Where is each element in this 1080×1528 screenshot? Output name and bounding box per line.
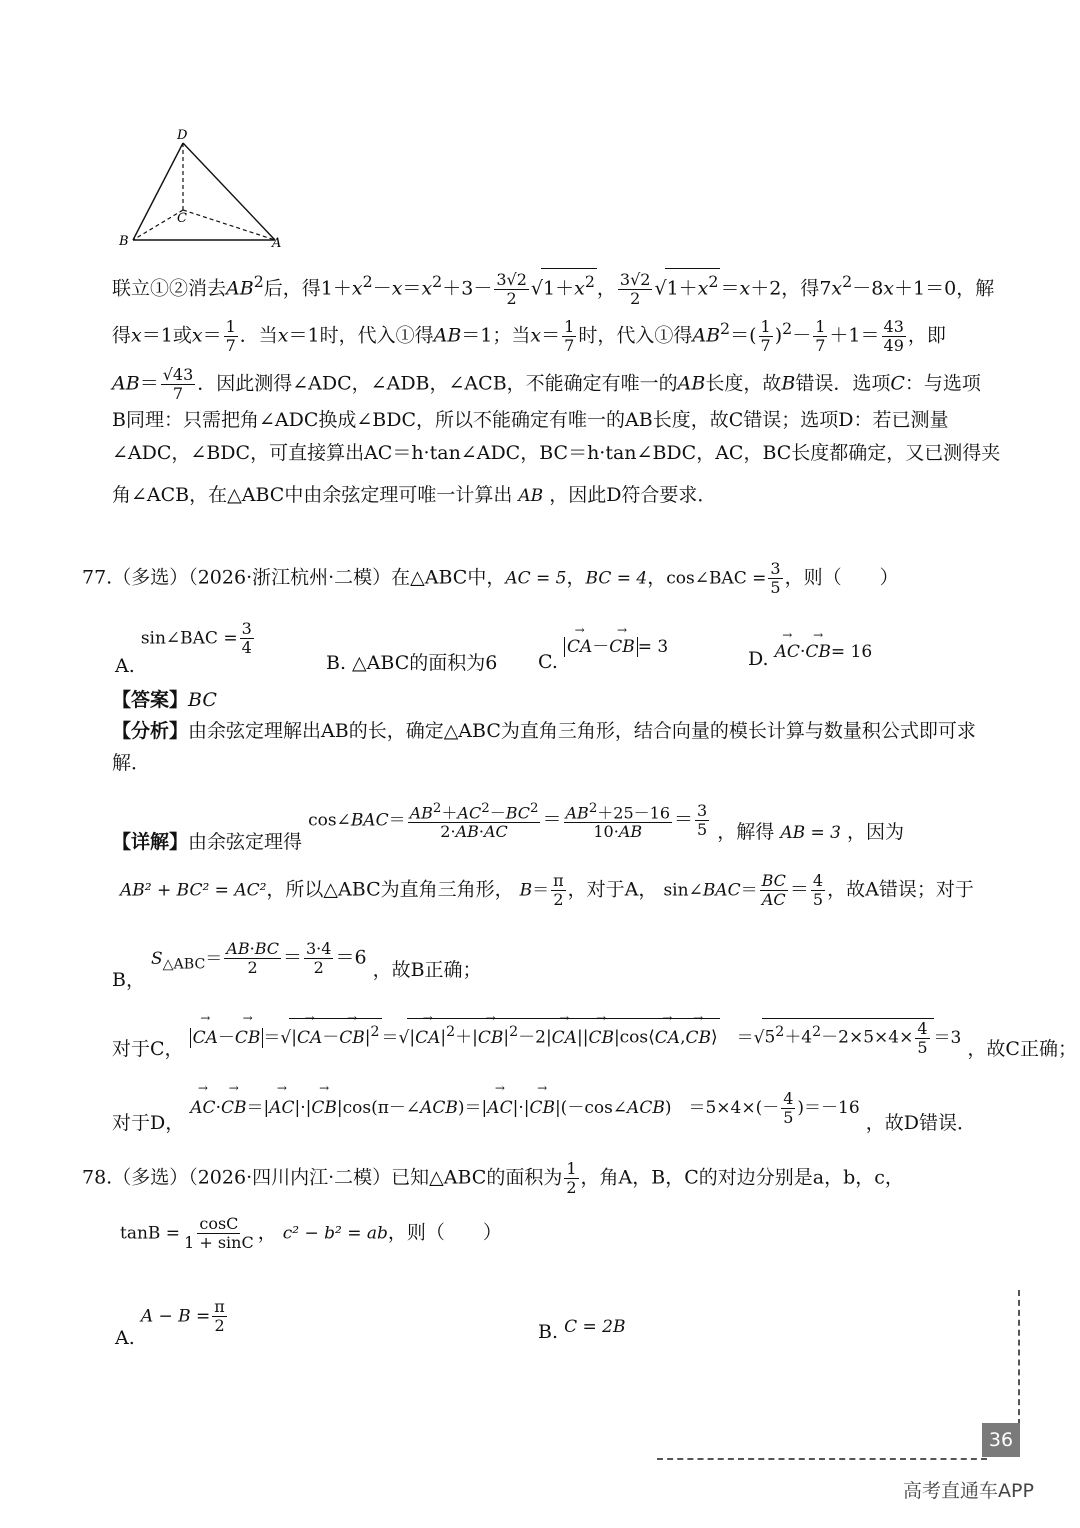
prev-line-2: 得x＝1或x＝ $\frac{1}{7}$ ．当x＝1时，代入①得AB＝1；当x＝ $\frac{1}{7}$ 时，代入①得$AB^2=$( $\frac{1}{7}$ )$^2$－ $\frac{1}{7}$ ＋1＝ $\frac{43}{49}$ ，即 <box>112 316 946 355</box>
dashed-border-horizontal <box>657 1458 987 1460</box>
page-number: 36 <box>982 1423 1020 1457</box>
prev-line-1: 联立①②消去$AB^2$后，得$1+x^2-x=x^2+3-$ $\frac{3√2}{2}$ $√1+x^2$ ， $\frac{3√2}{2}$ $√1+x^2 =x+2$，得$7x^2-8x+1=0$，解 <box>112 269 995 308</box>
q78-option-b[interactable]: B. C = 2B <box>538 1317 626 1343</box>
q78-stem: 78.（多选）（2026·四川内江·二模）已知△ABC的面积为 $\frac{1}{2}$ ，角A，B，C的对边分别是a，b，c， <box>82 1159 904 1197</box>
label-B: B <box>119 234 129 249</box>
q77-analysis-2: 解． <box>112 752 151 774</box>
label-D: D <box>177 128 188 143</box>
q77-detail-3: B， $S_{\triangle ABC}=$ $\frac{AB\cdot BC}{2}$ ＝ $\frac{3\cdot 4}{2}$ ＝6 ，故B正确； <box>112 939 482 991</box>
q77-detail-5: 对于D， → AC·→ CB＝|→ AC|·|→ CB|cos(π－∠ACB)＝|→ AC|·|→ CB|(－cos∠ACB) ＝5×4×(－ $\frac{4}{5}$ )＝－16 ，故D错误． <box>112 1090 976 1127</box>
label-C: C <box>177 211 187 226</box>
prev-line-6: 角∠ACB，在△ABC中由余弦定理可唯一计算出 AB ，因此D符合要求． <box>112 484 717 506</box>
q77-option-c[interactable]: C. → CA－→ CB = 3 <box>538 632 668 657</box>
prev-line-5: ∠ADC，∠BDC，可直接算出AC＝h·tan∠ADC，BC＝h·tan∠BDC，AC，BC长度都确定，又已测得夹 <box>112 442 1001 464</box>
q77-detail-4: 对于C， → CA－→ CB ＝√|→ $CA-\to CB|^2$ ＝√|→ $CA|^2+|\to CB|^2-2|\to CA||\to$ CB|cos⟨→ CA,→ CB⟩ $=√5^2+4^2-2\times 5\times 4\times$ $\frac{4}{5}$ ＝3 ，故C正确； <box>112 1018 1077 1057</box>
q77-answer: 【答案】BC <box>112 689 217 711</box>
tetrahedron-figure <box>115 125 290 255</box>
q77-option-d[interactable]: D. → AC·→ CB= 16 <box>748 640 872 662</box>
prev-line-4: B同理：只需把角∠ADC换成∠BDC，所以不能确定有唯一的AB长度，故C错误；选项D：若已测量 <box>112 409 949 431</box>
q77-analysis: 【分析】由余弦定理解出AB的长，确定△ABC为直角三角形，结合向量的模长计算与数量积公式即可求 <box>112 720 976 742</box>
dashed-border-vertical <box>1018 1290 1020 1425</box>
label-A: A <box>272 236 282 251</box>
prev-line-3: AB＝ $\frac{√43}{7}$ ．因此测得∠ADC，∠ADB，∠ACB，不能确定有唯一的AB长度，故B错误．选项C：与选项 <box>112 365 981 403</box>
q77-detail-2: AB² + BC² = AC²，所以△ABC为直角三角形， B＝ $\frac{\pi}{2}$ ，对于A， sin∠BAC＝ $\frac{BC}{AC}$ ＝ $\frac{4}{5}$ ，故A错误；对于 <box>120 871 974 909</box>
q77-detail-1: 【详解】由余弦定理得 cos∠BAC＝ $\frac{AB^2+AC^2-BC^2}{2\cdot AB\cdot AC}$ ＝ $\frac{AB^2+25-16}{10\cdot AB}$ ＝ $\frac{3}{5}$ ，解得 AB = 3 ，因为 <box>112 801 905 853</box>
q78-stem-2: tanB = $\frac{\cos C}{1 + \sin C}$ ， c² − b² = ab，则（ ） <box>120 1214 502 1252</box>
q77-option-b[interactable]: B. △ABC的面积为6 <box>326 652 498 674</box>
q77-stem: 77.（多选）（2026·浙江杭州·二模）在△ABC中，AC = 5，BC = 4，cos∠BAC = $\frac{3}{5}$ ，则（ ） <box>82 559 899 597</box>
q77-option-a[interactable]: A. sin∠BAC = $\frac{3}{4}$ <box>115 619 252 677</box>
q78-option-a[interactable]: A. A − B = $\frac{\pi}{2}$ <box>115 1297 225 1349</box>
watermark: 高考直通车APP <box>903 1480 1034 1502</box>
